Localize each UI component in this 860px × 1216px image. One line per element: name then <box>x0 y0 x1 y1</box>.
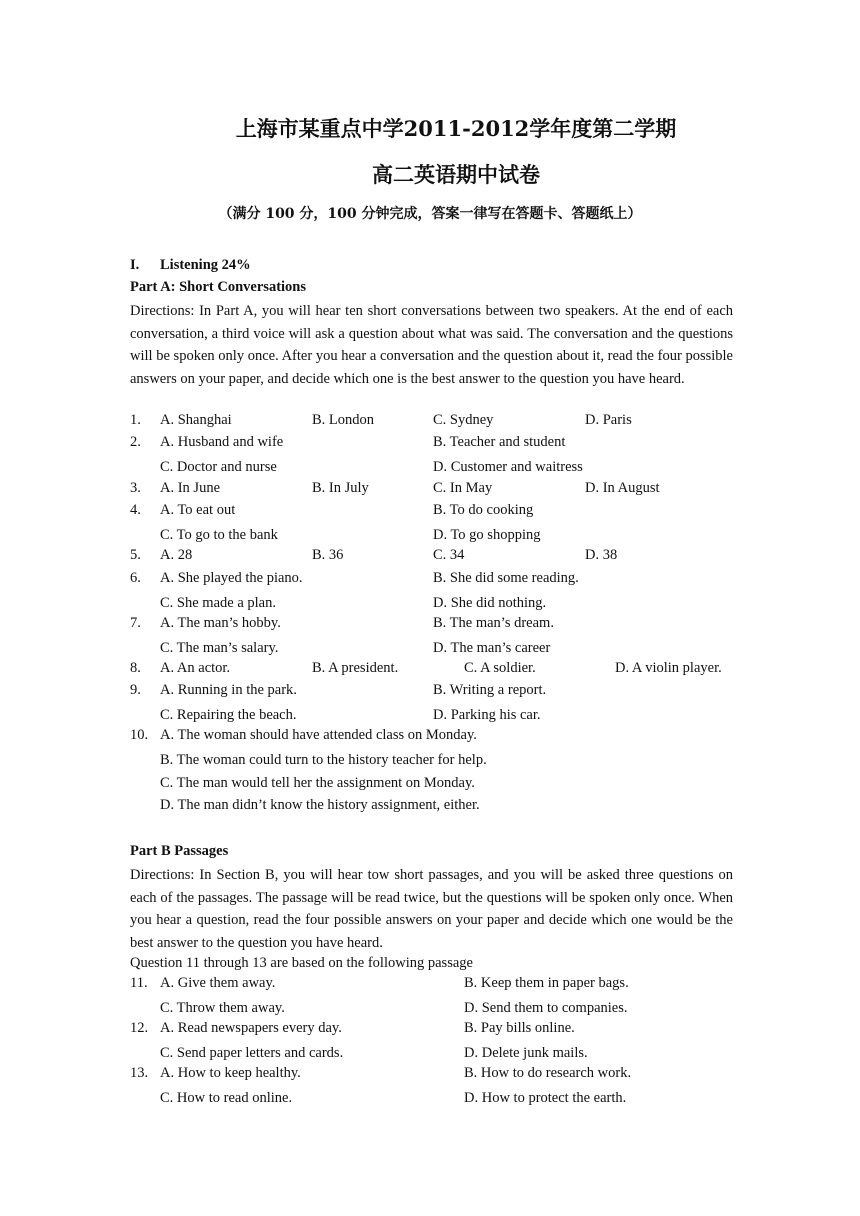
option-d: D. Paris <box>585 412 632 428</box>
part-a-directions: Directions: In Part A, you will hear ten short conversations between two speakers. At the end of each conversation, a third voice will ask a question about what was said. The conversation and the questions will be spoken only once. After you hear a conversation and the question about it, read the four possible answers on your paper, and decide which one is the best answer to the question you have heard. <box>130 303 733 387</box>
option-d: D. Parking his car. <box>433 707 541 723</box>
option-b: B. Pay bills online. <box>464 1020 575 1036</box>
option-a: A. In June <box>160 480 221 496</box>
option-b: B. How to do research work. <box>464 1065 632 1081</box>
option-b: B. London <box>312 412 375 428</box>
option-b: B. Writing a report. <box>433 682 547 698</box>
question-number: 8. <box>130 660 141 676</box>
option-c: C. Sydney <box>433 412 494 428</box>
part-a-title: Part A: Short Conversations <box>130 279 307 295</box>
option-c: C. Doctor and nurse <box>160 459 277 475</box>
option-c: C. A soldier. <box>464 660 536 676</box>
option-d: D. The man’s career <box>433 640 551 656</box>
option-b: B. A president. <box>312 660 399 676</box>
question-number: 5. <box>130 547 141 563</box>
option-b: B. Teacher and student <box>433 434 566 450</box>
question-number: 9. <box>130 682 141 698</box>
question-number: 7. <box>130 615 141 631</box>
passage-note: Question 11 through 13 are based on the following passage <box>130 955 473 971</box>
option-d: D. Delete junk mails. <box>464 1045 588 1061</box>
option-d: D. In August <box>585 480 660 496</box>
part-b-directions: Directions: In Section B, you will hear tow short passages, and you will be asked three questions on each of the passages. The passage will be read twice, but the questions will be spoken only once. When you hear a question, read the four possible answers on your paper and decide which one would be the best answer to the question you have heard. <box>130 867 733 951</box>
option-a: A. How to keep healthy. <box>160 1065 301 1081</box>
option-a: A. To eat out <box>160 502 236 518</box>
option-a: A. Husband and wife <box>160 434 284 450</box>
question-number: 3. <box>130 480 141 496</box>
page-subtitle: 高二英语期中试卷 <box>372 162 540 187</box>
option-d: D. Send them to companies. <box>464 1000 628 1016</box>
option-a: A. The man’s hobby. <box>160 615 281 631</box>
question-number: 1. <box>130 412 141 428</box>
option-b: B. 36 <box>312 547 344 563</box>
option-c: C. To go to the bank <box>160 527 278 543</box>
question-number: 2. <box>130 434 141 450</box>
option-a: A. Running in the park. <box>160 682 297 698</box>
section-number: I. <box>130 257 140 273</box>
option-a: A. Give them away. <box>160 975 276 991</box>
exam-note: （满分 100 分，100 分钟完成，答案一律写在答题卡、答题纸上） <box>218 206 642 222</box>
option-a: A. Shanghai <box>160 412 232 428</box>
option-d: D. She did nothing. <box>433 595 547 611</box>
option-a: A. 28 <box>160 547 193 563</box>
question-number: 12. <box>130 1020 149 1036</box>
option-c: C. The man’s salary. <box>160 640 279 656</box>
option-d: D. The man didn’t know the history assignment, either. <box>160 797 480 813</box>
question-number: 4. <box>130 502 141 518</box>
option-c: C. The man would tell her the assignment on Monday. <box>160 775 475 791</box>
option-d: D. A violin player. <box>615 660 722 676</box>
option-a: A. Read newspapers every day. <box>160 1020 342 1036</box>
option-c: C. She made a plan. <box>160 595 276 611</box>
option-c: C. 34 <box>433 547 465 563</box>
option-a: A. The woman should have attended class on Monday. <box>160 727 477 743</box>
option-b: B. The woman could turn to the history teacher for help. <box>160 752 487 768</box>
option-c: C. Throw them away. <box>160 1000 285 1016</box>
option-d: D. How to protect the earth. <box>464 1090 627 1106</box>
option-c: C. Repairing the beach. <box>160 707 297 723</box>
option-b: B. The man’s dream. <box>433 615 554 631</box>
option-d: D. To go shopping <box>433 527 541 543</box>
option-c: C. In May <box>433 480 493 496</box>
option-b: B. Keep them in paper bags. <box>464 975 629 991</box>
option-d: D. 38 <box>585 547 618 563</box>
option-b: B. To do cooking <box>433 502 534 518</box>
option-d: D. Customer and waitress <box>433 459 583 475</box>
option-c: C. Send paper letters and cards. <box>160 1045 344 1061</box>
question-number: 13. <box>130 1065 149 1081</box>
option-a: A. She played the piano. <box>160 570 303 586</box>
option-a: A. An actor. <box>160 660 231 676</box>
question-number: 10. <box>130 727 149 743</box>
question-number: 11. <box>130 975 148 991</box>
page-title: 上海市某重点中学2011-2012学年度第二学期 <box>235 116 677 141</box>
part-b-title: Part B Passages <box>130 843 229 859</box>
option-b: B. She did some reading. <box>433 570 579 586</box>
question-number: 6. <box>130 570 141 586</box>
option-c: C. How to read online. <box>160 1090 293 1106</box>
option-b: B. In July <box>312 480 369 496</box>
section-title: Listening 24% <box>160 257 251 273</box>
